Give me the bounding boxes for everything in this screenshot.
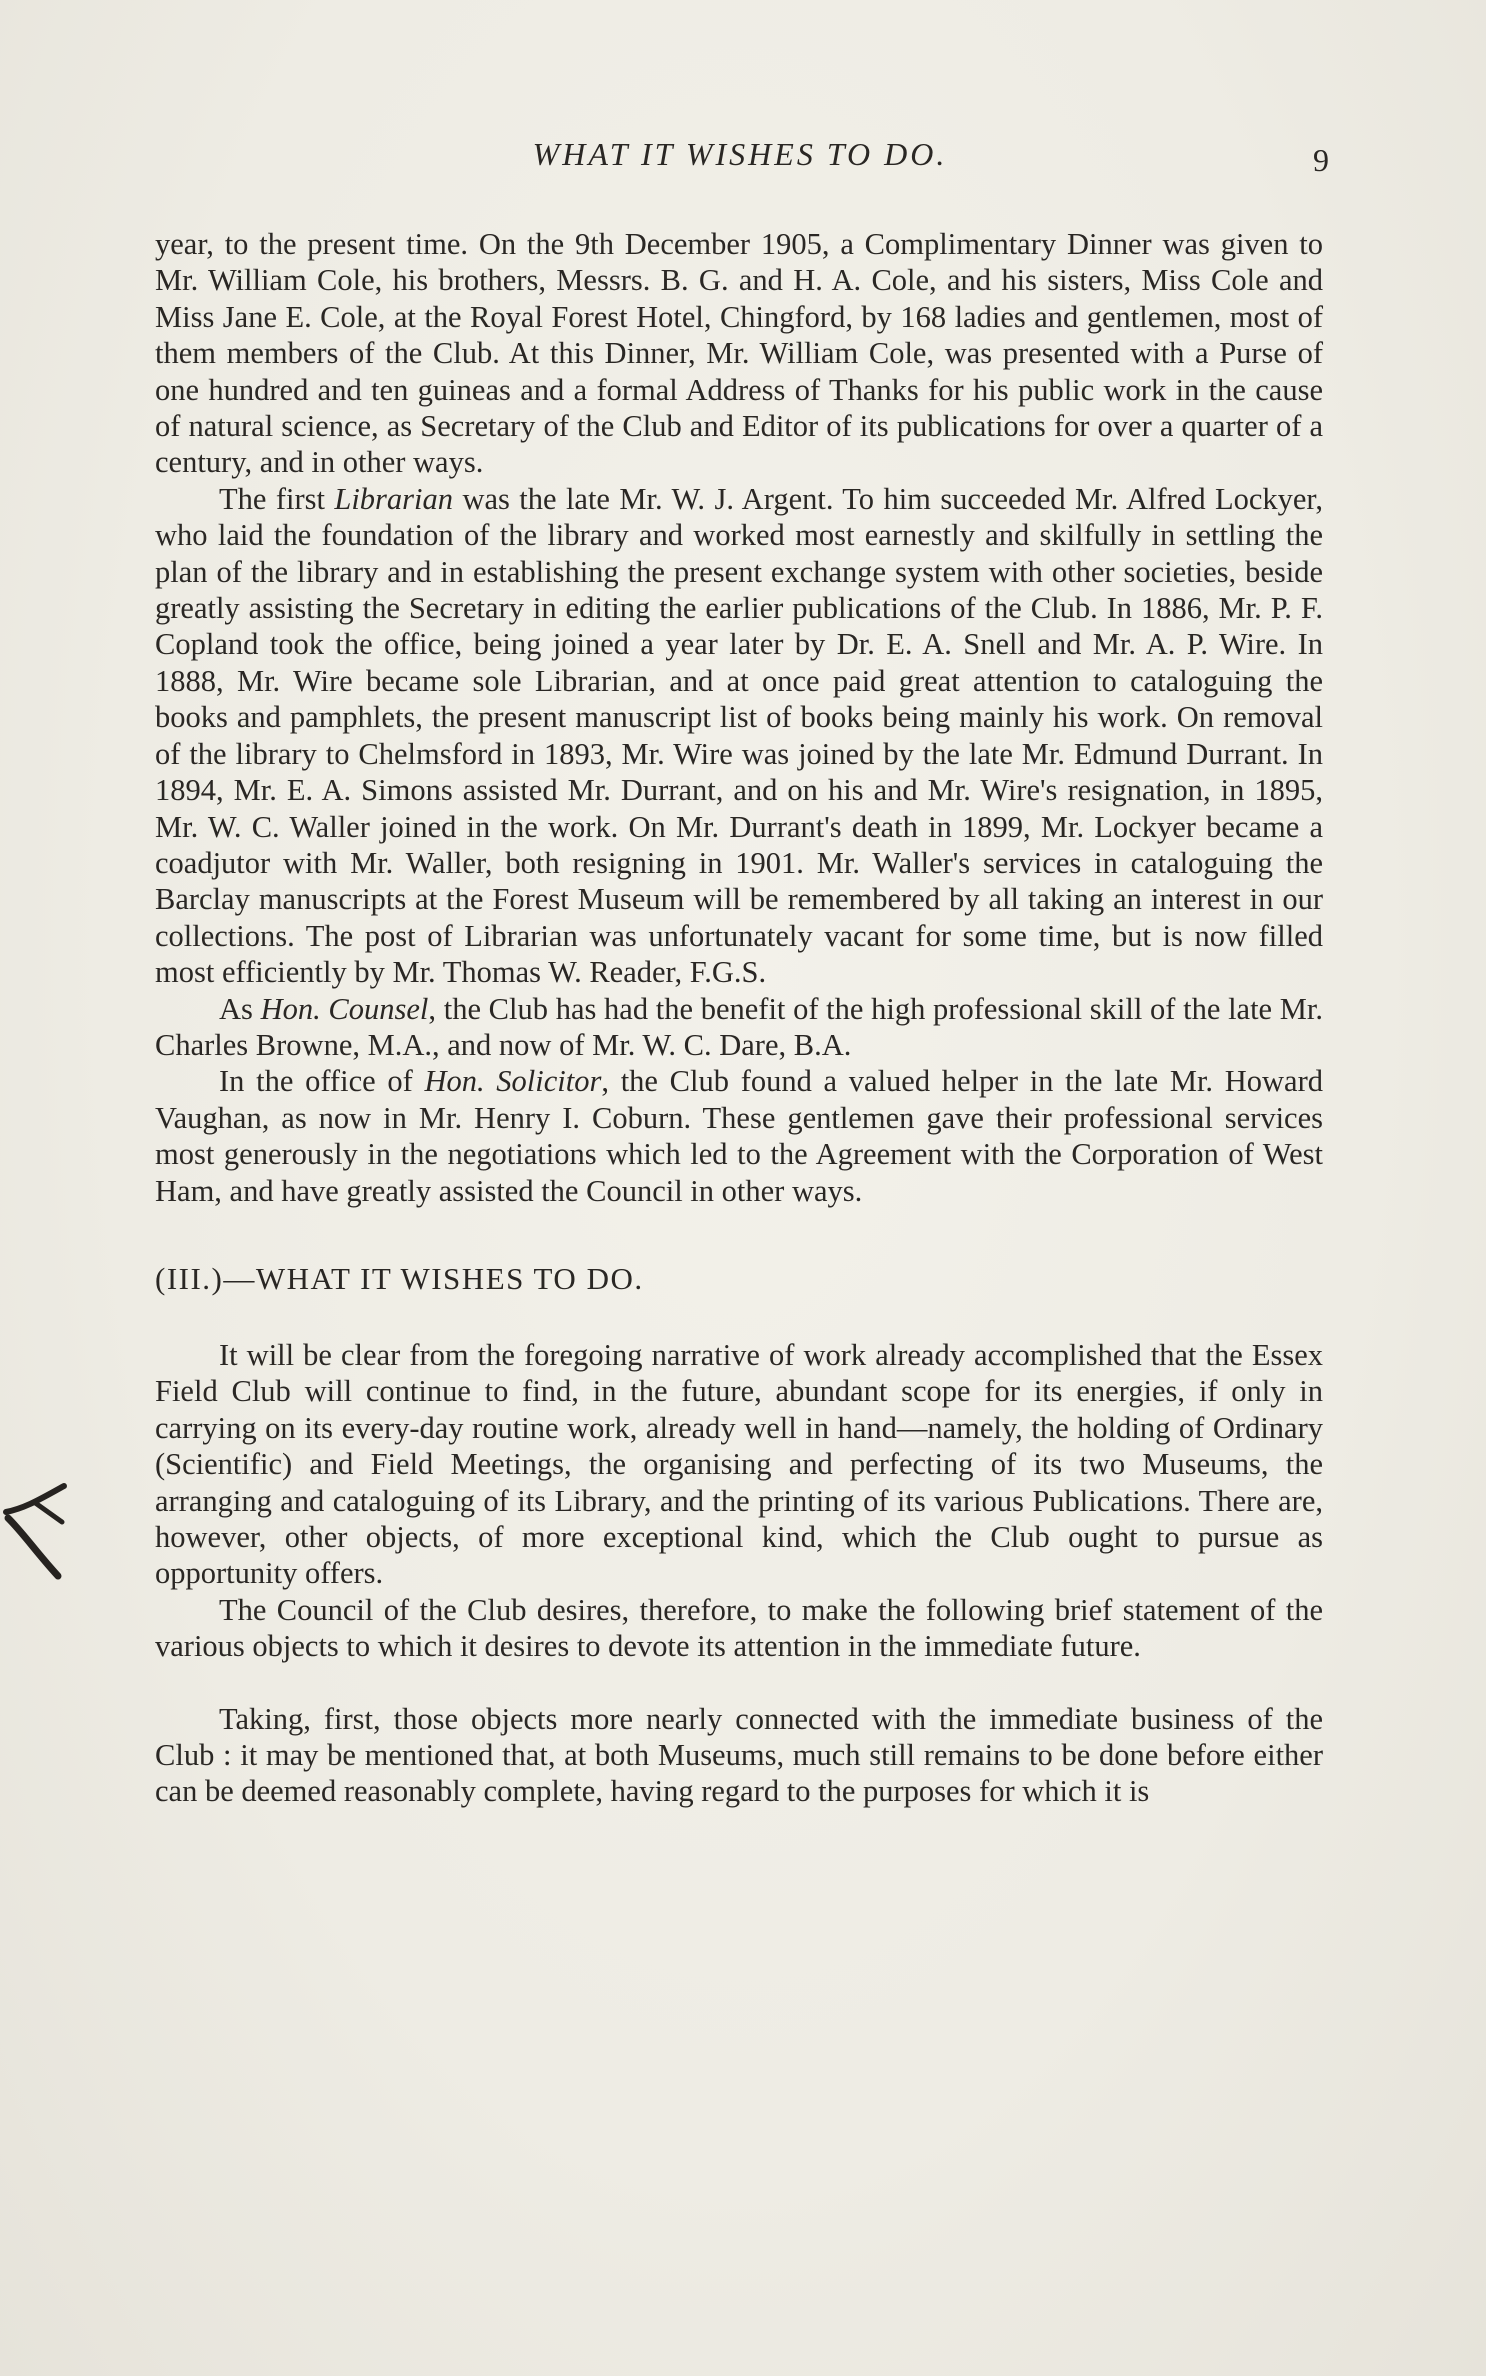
running-head (155, 130, 1329, 180)
paragraph-museums: Taking, first, those objects more nearly connected with the immediate business of the Club : it may be mentioned that, at both Museums, much still remains to be done before either can be deemed reasonably complete, having regard to the purposes for which it is (155, 1701, 1323, 1809)
text-run: , the Club has had the benefit of the high professional skill of the late Mr. Charles Browne, M.A., and now of Mr. W. C. Dare, B.A. (155, 991, 1324, 1062)
text-run: As (219, 991, 261, 1026)
italic-term-librarian: Librarian (334, 481, 454, 516)
italic-term-hon-solicitor: Hon. Solicitor (424, 1064, 602, 1099)
page-body (155, 226, 1323, 1810)
paragraph-council-statement: The Council of the Club desires, therefore, to make the following brief statement of the various objects to which it desires to devote its attention in the immediate future. (155, 1592, 1323, 1664)
margin-bracket-mark (0, 1478, 80, 1588)
paragraph-librarian (155, 481, 1323, 991)
section-heading: (III.)—WHAT IT WISHES TO DO. (155, 1260, 644, 1296)
text-run: , the Club found a valued helper in the late Mr. Howard Vaughan, as now in Mr. Henry I. Coburn. These gentlemen gave their professional services most generously in the negotiations which led to the Agreement with the Corporation of West Ham, and have greatly assisted the Council in other ways. (155, 1064, 1323, 1208)
text-run: In the office of (219, 1064, 425, 1099)
text-run: was the late Mr. W. J. Argent. To him succeeded Mr. Alfred Lockyer, who laid the foundation of the library and worked most earnestly and skilfully in settling the plan of the library and in establishing the present exchange system with other societies, beside greatly assisting the Secretary in editing the earlier publications of the Club. In 1886, Mr. P. F. Copland took the office, being joined a year later by Dr. E. A. Snell and Mr. A. P. Wire. In 1888, Mr. Wire became sole Librarian, and at once paid great attention to cataloguing the books and pamphlets, the present manuscript list of books being mainly his work. On removal of the library to Chelmsford in 1893, Mr. Wire was joined by the late Mr. Edmund Durrant. In 1894, Mr. E. A. Simons assisted Mr. Durrant, and on his and Mr. Wire's resignation, in 1895, Mr. W. C. Waller joined in the work. On Mr. Durrant's death in 1899, Mr. Lockyer became a coadjutor with Mr. Waller, both resigning in 1901. Mr. Waller's services in cataloguing the Barclay manuscripts at the Forest Museum will be remembered by all taking an interest in our collections. The post of Librarian was unfortunately vacant for some time, but is now filled most efficiently by Mr. Thomas W. Reader, F.G.S. (155, 481, 1323, 990)
page-number: 9 (1313, 142, 1329, 178)
paragraph-cole-dinner: year, to the present time. On the 9th December 1905, a Complimentary Dinner was given to Mr. William Cole, his brothers, Messrs. B. G. and H. A. Cole, and his sisters, Miss Cole and Miss Jane E. Cole, at the Royal Forest Hotel, Chingford, by 168 ladies and gentlemen, most of them members of the Club. At this Dinner, Mr. William Cole, was presented with a Purse of one hundred and ten guineas and a formal Address of Thanks for his public work in the cause of natural science, as Secretary of the Club and Editor of its publications for over a quarter of a century, and in other ways. (155, 227, 1323, 480)
paragraph-hon-counsel (155, 991, 1323, 1064)
running-title: WHAT IT WISHES TO DO. (532, 136, 948, 172)
italic-term-hon-counsel: Hon. Counsel (260, 991, 429, 1026)
paragraph-hon-solicitor (155, 1063, 1323, 1209)
text-run: The first (219, 481, 335, 516)
paragraph-section-intro: It will be clear from the foregoing narrative of work already accomplished that the Essex Field Club will continue to find, in the future, abundant scope for its energies, if only in carrying on its every-day routine work, already well in hand—namely, the holding of Ordinary (Scientific) and Field Meetings, the organising and perfecting of its two Museums, the arranging and cataloguing of its Library, and the printing of its various Publications. There are, however, other objects, of more exceptional kind, which the Club ought to pursue as opportunity offers. (155, 1337, 1323, 1591)
